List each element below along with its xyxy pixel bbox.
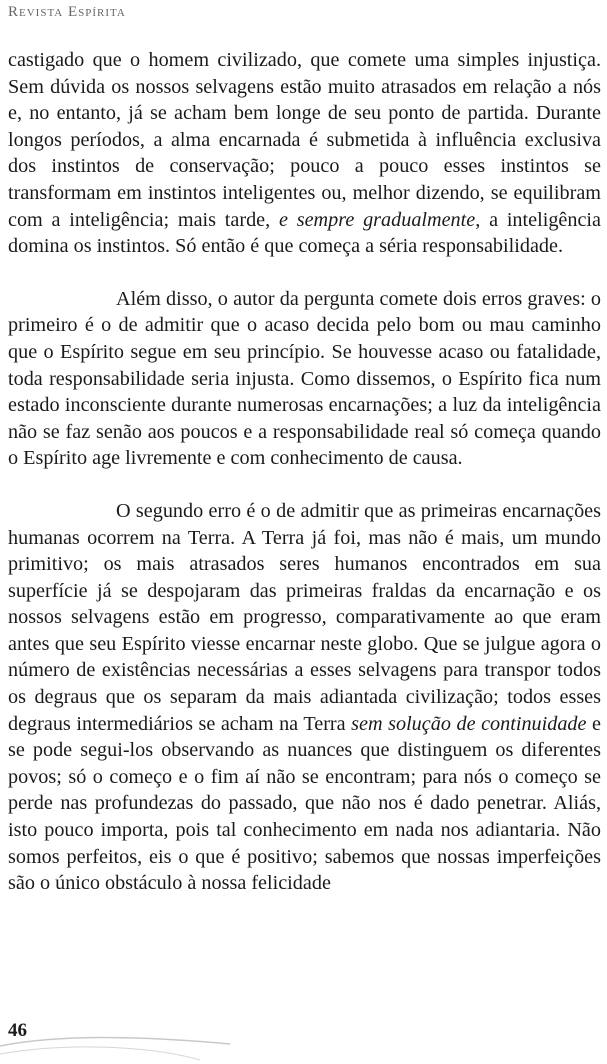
paragraph-3	[8, 498, 601, 897]
running-header: Revista Espírita	[8, 4, 126, 20]
paragraph-3-text-b: e se pode segui-los observando as nuances que distinguem os diferentes povos; só o começo e o fim aí não se encontram; para nós o começo se perde nas profundezas do passado, que não nos é dado penetrar. Aliás, isto pouco importa, pois tal conhecimento em nada nos adiantaria. Não somos perfeitos, eis o que é positivo; sabemos que nossas imperfeições são o único obstáculo à nossa felicidade	[8, 712, 601, 895]
paragraph-1-text-a: castigado que o homem civilizado, que comete uma simples injustiça. Sem dúvida os nossos selvagens estão muito atrasados em relação a nós e, no entanto, já se acham bem longe de seu ponto de partida. Durante longos períodos, a alma encarnada é submetida à influência exclusiva dos instintos de conservação; pouco a pouco esses instintos se transformam em instintos inteligentes ou, melhor dizendo, se equilibram com a inteligência; mais tarde,	[8, 49, 601, 231]
paragraph-1	[8, 47, 601, 260]
page-body	[8, 47, 601, 923]
paragraph-3-text-a: O segundo erro é o de admitir que as primeiras encarnações humanas ocorrem na Terra. A Terra já foi, mas não é mais, um mundo primitivo; os mais atrasados seres humanos encontrados em sua superfície já se despojaram das primeiras fraldas da encarnação e os nossos selvagens estão em progresso, comparativamente ao que eram antes que seu Espírito viesse encarnar neste globo. Que se julgue agora o número de existências necessárias a esses selvagens para transpor todos os degraus que os separam da mais adiantada civilização; todos esses degraus intermediários se acham na Terra	[8, 499, 601, 735]
paragraph-3-emphasis: sem solução de continuidade	[351, 712, 587, 735]
decorative-swoosh	[0, 1024, 240, 1064]
paragraph-1-text-b: , a inteligência domina os instintos. Só então é que começa a séria responsabilidade.	[8, 208, 601, 258]
paragraph-2	[8, 286, 601, 472]
paragraph-2-text: Além disso, o autor da pergunta comete dois erros graves: o primeiro é o de admitir que o acaso decida pelo bom ou mau caminho que o Espírito segue em seu princípio. Se houvesse acaso ou fatalidade, toda responsabilidade seria injusta. Como dissemos, o Espírito fica num estado inconsciente durante numerosas encarnações; a luz da inteligência não se faz senão aos poucos e a responsabilidade real só começa quando o Espírito age livremente e com conhecimento de causa.	[8, 287, 601, 470]
page-number: 46	[8, 1020, 27, 1041]
paragraph-1-emphasis: e sempre gradualmente	[278, 208, 476, 231]
